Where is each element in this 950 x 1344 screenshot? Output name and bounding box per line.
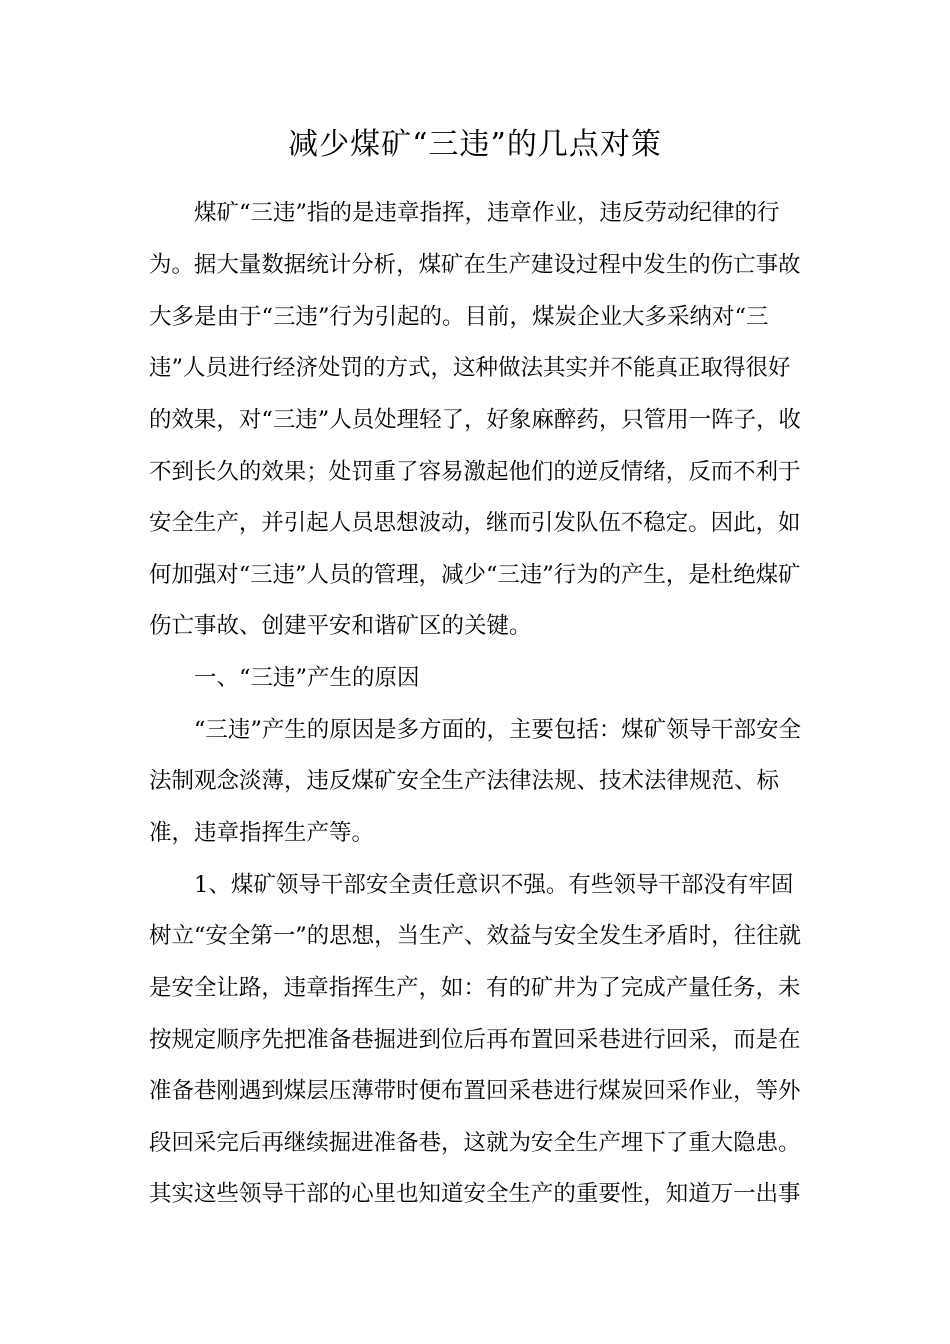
paragraph-line: 何加强对“三违”人员的管理，减少“三违”行为的产生，是杜绝煤矿 [149,562,801,588]
paragraph-line: 煤矿“三违”指的是违章指挥，违章作业，违反劳动纪律的行 [149,200,780,226]
paragraph-line: 准备巷刚遇到煤层压薄带时便布置回采巷进行煤炭回采作业，等外 [149,1078,801,1104]
paragraph-line: 按规定顺序先把准备巷掘进到位后再布置回采巷进行回采，而是在 [149,1027,801,1053]
paragraph-line: 伤亡事故、创建平安和谐矿区的关键。 [149,613,532,639]
paragraph-line: 为。据大量数据统计分析，煤矿在生产建设过程中发生的伤亡事故 [149,252,801,278]
paragraph-line: “三违”产生的原因是多方面的，主要包括：煤矿领导干部安全 [149,717,802,743]
paragraph-line: 准，违章指挥生产等。 [149,820,375,846]
paragraph-line: 安全生产，并引起人员思想波动，继而引发队伍不稳定。因此，如 [149,510,801,536]
paragraph-line: 大多是由于“三违”行为引起的。目前，煤炭企业大多采纳对“三 [149,304,769,330]
paragraph-line: 法制观念淡薄，违反煤矿安全生产法律法规、技术法律规范、标 [149,768,780,794]
paragraph-line: 是安全让路，违章指挥生产，如：有的矿井为了完成产量任务，未 [149,975,801,1001]
paragraph-line: 其实这些领导干部的心里也知道安全生产的重要性，知道万一出事 [149,1181,801,1207]
section-heading: 一、“三违”产生的原因 [149,665,420,691]
document-title: 减少煤矿“三违”的几点对策 [288,127,662,162]
paragraph-line: 段回采完后再继续掘进准备巷，这就为安全生产埋下了重大隐患。 [149,1130,801,1156]
paragraph-line: 违”人员进行经济处罚的方式，这种做法其实并不能真正取得很好 [149,355,791,381]
paragraph-line: 1、煤矿领导干部安全责任意识不强。有些领导干部没有牢固 [149,872,794,898]
paragraph-line: 不到长久的效果；处罚重了容易激起他们的逆反情绪，反而不利于 [149,459,801,485]
paragraph-line: 的效果，对“三违”人员处理轻了，好象麻醉药，只管用一阵子，收 [149,407,802,433]
paragraph-line: 树立“安全第一”的思想，当生产、效益与安全发生矛盾时，往往就 [149,923,802,949]
